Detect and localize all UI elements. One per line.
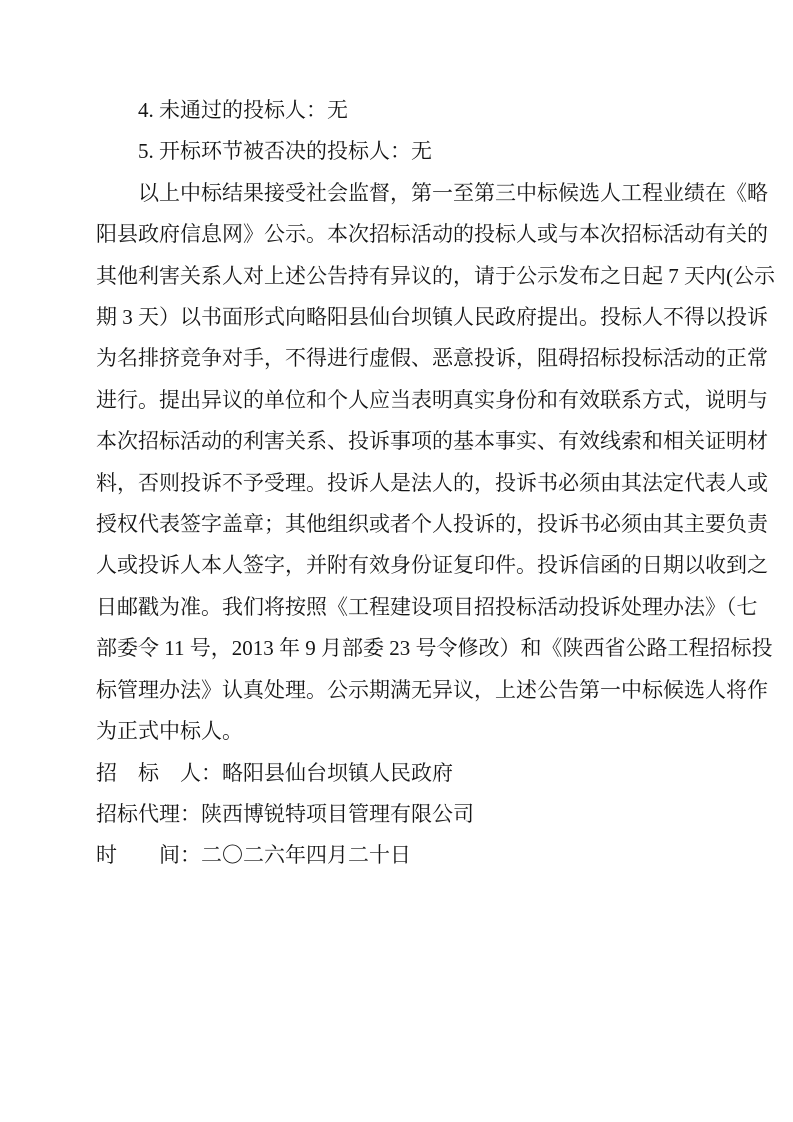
paragraph-line: 进行。提出异议的单位和个人应当表明真实身份和有效联系方式，说明与 [96, 387, 768, 412]
agent-value: 陕西博锐特项目管理有限公司 [201, 801, 474, 826]
signature-agent-line [96, 794, 700, 835]
paragraph-line: 为名排挤竞争对手，不得进行虚假、恶意投诉，阻碍招标投标活动的正常 [96, 346, 768, 371]
paragraph-last-line: 为正式中标人。 [96, 719, 243, 744]
paragraph-line: 日邮戳为准。我们将按照《工程建设项目招投标活动投诉处理办法》（七 [96, 594, 758, 619]
paragraph-line: 以上中标结果接受社会监督，第一至第三中标候选人工程业绩在《略 [138, 180, 768, 205]
list-item-4: 4. 未通过的投标人：无 [138, 98, 348, 122]
bidder-label: 招 标 人： [96, 760, 222, 785]
list-item-5: 5. 开标环节被否决的投标人：无 [138, 139, 432, 164]
paragraph-line: 部委令 11 号，2013 年 9 月部委 23 号令修改）和《陕西省公路工程招标投 [96, 636, 773, 661]
paragraph-line: 人或投诉人本人签字，并附有效身份证复印件。投诉信函的日期以收到之 [96, 553, 768, 578]
paragraph-line: 本次招标活动的利害关系、投诉事项的基本事实、有效线索和相关证明材 [96, 429, 768, 454]
date-value: 二〇二六年四月二十日 [201, 843, 411, 868]
paragraph-line: 阳县政府信息网》公示。本次招标活动的投标人或与本次招标活动有关的 [96, 222, 768, 247]
agent-label: 招标代理： [96, 801, 201, 826]
paragraph-line: 其他利害关系人对上述公告持有异议的，请于公示发布之日起 7 天内(公示 [96, 263, 775, 288]
paragraph-line: 标管理办法》认真处理。公示期满无异议，上述公告第一中标候选人将作 [96, 677, 768, 702]
paragraph-line: 料，否则投诉不予受理。投诉人是法人的，投诉书必须由其法定代表人或 [96, 470, 768, 495]
paragraph-line: 期 3 天）以书面形式向略阳县仙台坝镇人民政府提出。投标人不得以投诉 [96, 305, 768, 330]
document-body [96, 90, 775, 877]
date-label: 时 间： [96, 843, 201, 868]
signature-bidder-line [96, 753, 700, 794]
signature-date-line [96, 835, 700, 876]
bidder-value: 略阳县仙台坝镇人民政府 [222, 760, 453, 785]
paragraph-line: 授权代表签字盖章；其他组织或者个人投诉的，投诉书必须由其主要负责 [96, 512, 768, 537]
